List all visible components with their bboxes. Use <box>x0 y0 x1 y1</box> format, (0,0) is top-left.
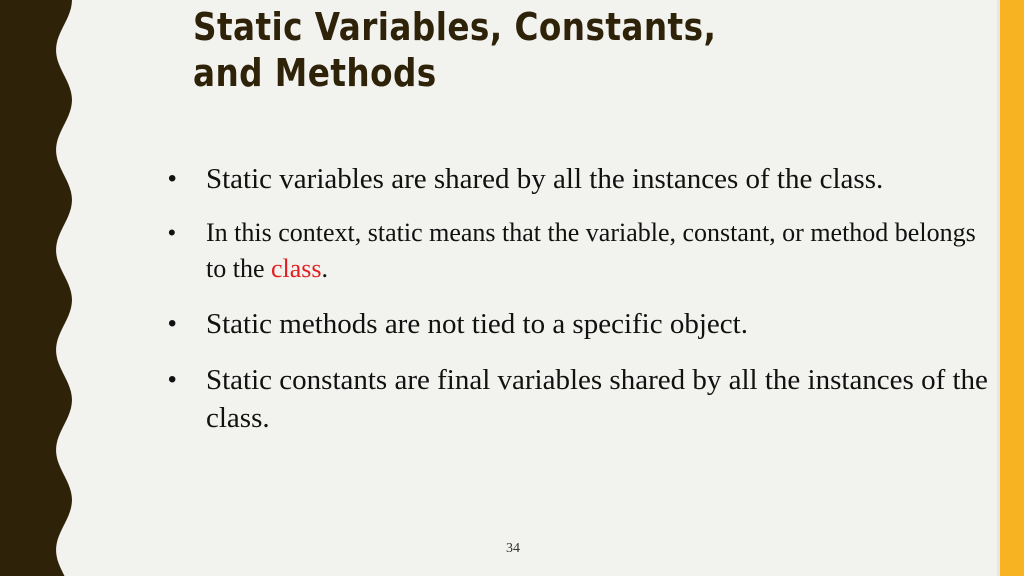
bullet-text: In this context, static means that the variable, constant, or method belongs to the <box>206 218 976 283</box>
right-accent-bar <box>1000 0 1024 576</box>
bullet-marker: • <box>168 366 177 393</box>
bullet-text: Static constants are final variables shared by all the instances of the class. <box>206 364 988 434</box>
bullet-text: Static variables are shared by all the instances of the class. <box>206 163 884 195</box>
bullet-list <box>168 160 998 437</box>
highlighted-word: class <box>271 254 322 283</box>
bullet-text: Static methods are not tied to a specific object. <box>206 308 748 340</box>
bullet-item <box>168 160 998 198</box>
bullet-marker: • <box>168 165 177 192</box>
bullet-item <box>168 215 998 287</box>
bullet-item <box>168 305 998 343</box>
bullet-marker: • <box>168 220 176 245</box>
slide-title <box>193 4 795 96</box>
page-number: 34 <box>506 541 520 556</box>
bullet-marker: • <box>168 310 177 337</box>
title-line-2: and Methods <box>193 51 437 95</box>
bullet-text-end: . <box>321 254 329 283</box>
title-line-1: Static Variables, Constants, <box>193 5 717 49</box>
bullet-item <box>168 361 998 437</box>
left-decorative-wave <box>0 0 90 576</box>
